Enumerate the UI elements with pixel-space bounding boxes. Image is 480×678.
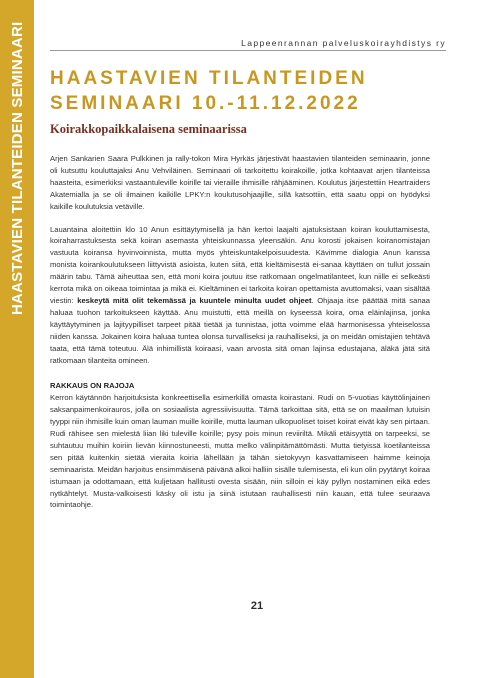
paragraph-2-text-a: Lauantaina aloitettiin klo 10 Anun esittäytymisellä ja hän kertoi laajalti ajatuksistaan koiran kouluttamisesta, koiraharrastuksesta sekä koiran asemasta yhteiskunnassa yleensäkin. Anu korosti jokaisen koiranomistajan vastuuta koiransa hyvinvoinnista, mutta myös yhteiskuntakelpoisuudesta. Kävimme dialogia Anun kanssa monista koirankoulutukseen liittyvistä asioista, kuten siitä, että kieltämisestä ei-sanaa käyttäen on tullut jossain määrin tabu. Tämä aiheuttaa sen, että moni koira joutuu itse ratkomaan ongelmatilanteet, kun niille ei selkeästi kerrota mikä on oikeaa toimintaa ja mikä ei. Kieltäminen ei tarkoita koiran opettamista avuttomaksi, vaan sisältää viestin:: [50, 224, 430, 305]
paragraph-1: Arjen Sankarien Saara Pulkkinen ja rally-tokon Mira Hyrkäs järjestivät haastavien tilanteiden seminaarin, jonne oli kutsuttu kouluttajaksi Anu Vehviläinen. Seminaari oli tarkoitettu koirakoille, jotka kohtaavat arjen tilanteissa haasteita, esimerkiksi vastaantuleville koirille tai vieraille ihmisille rähjääminen. Koulutus järjestettiin Heartraiders Akatemialla ja se oli ilmainen kaikille LPKY:n koulutusohjaajille, sillä katsottiin, että saatu oppi on hyödyksi kaikille koulutuksia vetäville.: [50, 154, 430, 211]
header-divider: [50, 50, 446, 51]
title-line-1: HAASTAVIEN TILANTEIDEN: [50, 68, 368, 89]
title-line-2: SEMINAARI 10.-11.12.2022: [50, 93, 361, 114]
article-body: [50, 153, 430, 522]
paragraph-3: Kerron käytännön harjoituksista konkreettisella esimerkillä omasta koirastani. Rudi on 5-vuotias käyttölinjainen saksanpaimenkoirauros, jolla on sosiaalista agressiivisuutta. Tämä tarkoittaa sitä, että se on maailman lutuisin tyyppi niin ihmisille kuin oman lauman muille koirille, mutta lauman ulkopuoliset toiset koirat eivät käy sen pirtaan. Rudi rähisee sen mielestä liian liki tuleville koirille; pysy pois minun reviiriltä. Mikäli etäisyyttä on tarpeeksi, se suhtautuu muihin koiriin lievän kiinnostuneesti, mutta melko välinpitämättömästi. Mutta tietyissä koetilanteissa sen pitää kuitenkin sietää vieraita koiria lähellään ja tähän sietokyvyn kasvattamiseen haimme keinoja seminaarista. Meidän harjoitus ensimmäisenä päivänä alkoi halliin sisälle tulemisesta, eli kun olin pyytänyt koiraa istumaan ja odottamaan, että kuljetaan hallitusti ovesta sisään, niin silloin ei käy pyllyn nostaminen eikä edes nytkähtelyt. Musta-valkoisesti käsky oli istu ja siinä istutaan rauhallisesti niin kauan, että tulee seuraava toimintaohje.: [50, 393, 430, 510]
sidebar-title: HAASTAVIEN TILANTEIDEN SEMINAARI: [9, 22, 26, 316]
paragraph-2: [50, 224, 430, 367]
page-title: [50, 66, 450, 116]
organization-name: Lappeenrannan palveluskoirayhdistys ry: [241, 38, 446, 48]
paragraph-2-emphasis: keskeytä mitä olit tekemässä ja kuuntele minulta uudet ohjeet: [77, 295, 312, 305]
sidebar-band: [0, 0, 34, 678]
paragraph-2-text-b: . Ohjaaja itse päättää mitä sanaa haluaa tuohon tarkoitukseen käyttää. Anu muistutti, että meillä on kyseessä koira, oma eläinlajinsa, jonka käyttäytyminen ja lajityypilliset tarpeet pitää tietää ja tunnistaa, jotta voimme elää harmonisessa yhteiselossa niiden kanssa. Jokainen koira haluaa tuntea olonsa turvalliseksi ja rauhalliseksi, ja on meidän omistajien tehtävä taata, että tämä toteutuu. Älä inhimillistä koiraasi, vaan arvosta sitä oman lajinsa edustajana, äläkä jätä sitä ratkomaan tilanteita omineen.: [50, 295, 430, 365]
section-heading: RAKKAUS ON RAJOJA: [50, 381, 135, 391]
article-subtitle: Koirakkopaikkalaisena seminaarissa: [50, 122, 247, 136]
page-number: 21: [250, 600, 264, 612]
